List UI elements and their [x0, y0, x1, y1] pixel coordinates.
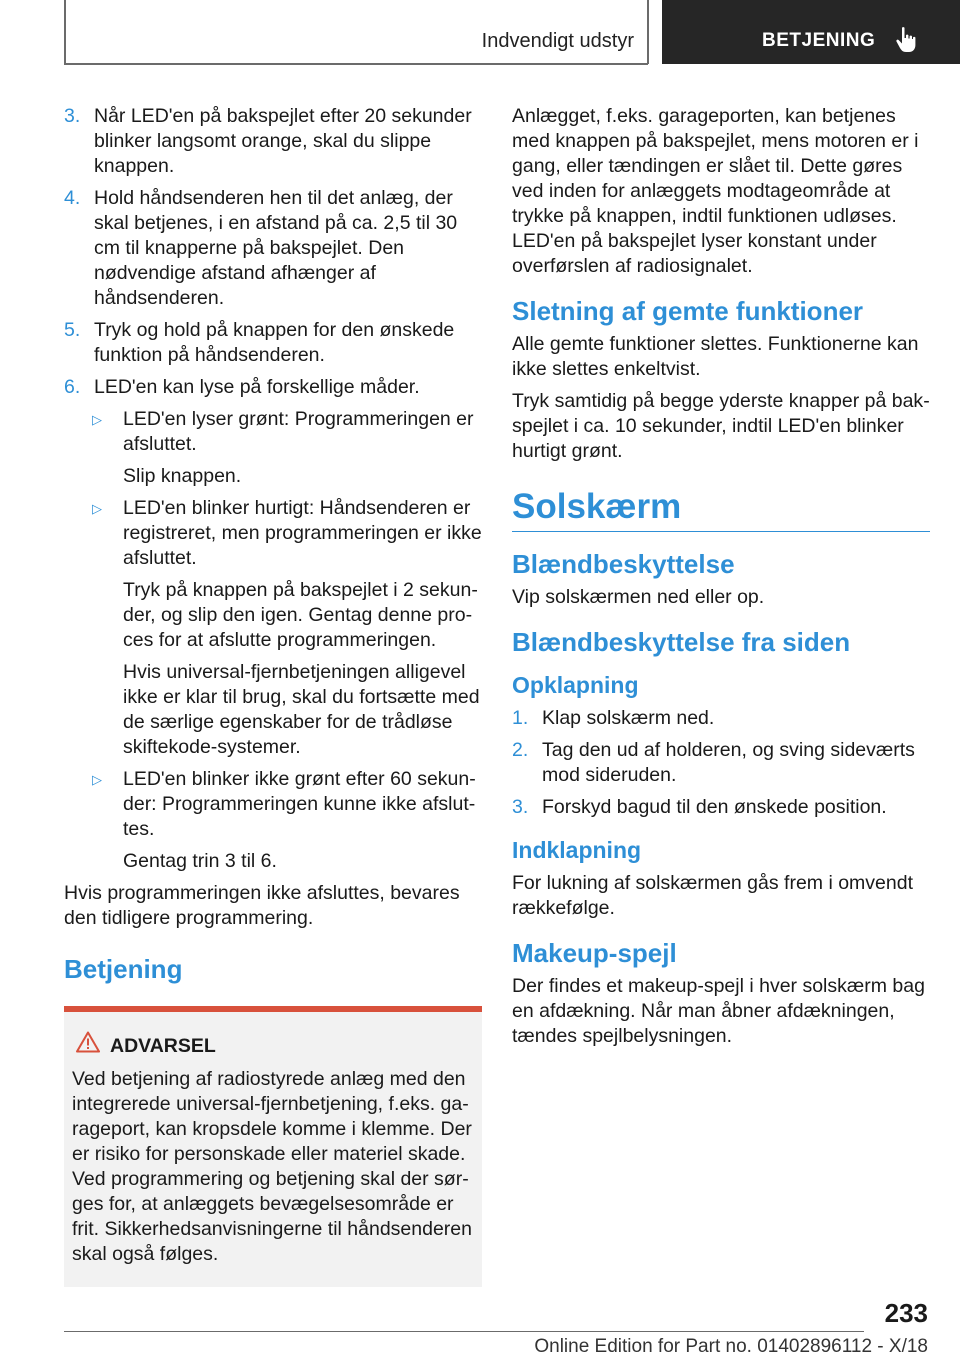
triangle-bullet-icon: ▷ [92, 412, 102, 427]
sub-heading: Opklapning [512, 672, 639, 698]
warning-title: ADVARSEL [110, 1035, 216, 1057]
left-column [64, 104, 482, 1287]
list-text: Klap solskærm ned. [542, 707, 715, 729]
list-item [512, 795, 930, 820]
bullet-text: LED'en blinker ikke grønt efter 60 sekunder: Programmeringen kunne ikke afsluttes. [123, 768, 476, 840]
section-heading: Makeup-spejl [512, 938, 677, 968]
paragraph: Hvis programmeringen ikke afsluttes, bevares den tidligere programmering. [64, 882, 460, 929]
hand-pointer-icon [894, 26, 920, 54]
sub-heading: Indklapning [512, 837, 642, 863]
warning-box [64, 1012, 482, 1287]
list-number: 1. [512, 707, 529, 729]
bullet-item [64, 496, 482, 571]
header-section-title: Indvendigt udstyr [481, 30, 634, 52]
list-item [64, 318, 482, 368]
paragraph: Tryk samtidig på begge yderste knapper på bakspejlet i ca. 10 sekunder, indtil LED'en blinker hurtigt grønt. [512, 390, 930, 462]
list-item [512, 706, 930, 731]
list-number: 5. [64, 319, 81, 341]
list-item [64, 375, 482, 400]
list-number: 2. [512, 739, 529, 761]
header-chapter-tab [662, 0, 960, 64]
chapter-heading: Solskærm [512, 494, 930, 532]
paragraph: Alle gemte funktioner slettes. Funktionerne kan ikke slettes enkeltvist. [512, 333, 919, 380]
section-heading: Blændbeskyttelse fra siden [512, 627, 851, 657]
footer-edition: Online Edition for Part no. 01402896112 - X/18 [534, 1336, 928, 1357]
bullet-subtext: Tryk på knappen på bakspejlet i 2 sekunder, og slip den igen. Gentag denne proces for at afslutte programmeringen. [123, 579, 478, 651]
section-heading: Betjening [64, 954, 183, 984]
section-heading: Blændbeskyttelse [512, 549, 735, 579]
list-item [512, 738, 930, 788]
paragraph: Der findes et makeup-spejl i hver solskærm bag en afdækning. Når man åbner afdækningen, tændes spejlbelysningen. [512, 975, 925, 1047]
paragraph: For lukning af solskærmen gås frem i omvendt rækkefølge. [512, 872, 913, 919]
list-text: Når LED'en på bakspejlet efter 20 sekunder blinker langsomt orange, skal du slippe knappen. [94, 105, 472, 177]
page-number: 233 [884, 1298, 928, 1328]
bullet-subtext: Gentag trin 3 til 6. [123, 850, 277, 872]
triangle-bullet-icon: ▷ [92, 772, 102, 787]
list-number: 4. [64, 187, 81, 209]
bullet-text: LED'en lyser grønt: Programmeringen er afsluttet. [123, 408, 474, 455]
section-heading: Sletning af gemte funktioner [512, 296, 864, 326]
bullet-item [64, 407, 482, 457]
right-column [512, 104, 930, 1056]
header-rule-bottom [64, 63, 648, 65]
footer-rule [64, 1331, 864, 1332]
bullet-subtext: Slip knappen. [123, 465, 242, 487]
triangle-bullet-icon: ▷ [92, 501, 102, 516]
list-item [64, 104, 482, 179]
list-text: Hold håndsenderen hen til det anlæg, der skal betjenes, i en afstand på ca. 2,5 til 30 cm til knapperne på bakspejlet. Den nødvendige afstand afhænger af håndsenderen. [94, 187, 458, 309]
list-text: Forskyd bagud til den ønskede position. [542, 796, 887, 818]
bullet-item [64, 767, 482, 842]
page-header [0, 0, 960, 66]
header-rule-mid [647, 0, 649, 64]
paragraph: Anlægget, f.eks. garageporten, kan betjenes med knappen på bakspejlet, mens motoren er i gang, eller tændingen er slået til. Dette gøres ved inden for anlæggets modtageområde at trykke på knappen, indtil funktionen udløses. LED'en på bakspejlet lyser konstant under overførslen af radiosignalet. [512, 105, 919, 277]
list-number: 3. [64, 105, 81, 127]
header-chapter-title: BETJENING [762, 30, 876, 51]
list-number: 3. [512, 796, 529, 818]
bullet-subtext: Hvis universal-fjernbetjeningen alligevel ikke er klar til brug, skal du fortsætte med de særlige egenskaber for de trådløse skiftekode-systemer. [123, 661, 480, 758]
list-text: LED'en kan lyse på forskellige måder. [94, 376, 420, 398]
paragraph: Vip solskærmen ned eller op. [512, 586, 765, 608]
warning-title-row [72, 1034, 474, 1059]
list-item [64, 186, 482, 311]
warning-triangle-icon [76, 1031, 100, 1053]
list-text: Tryk og hold på knappen for den ønskede funktion på håndsenderen. [94, 319, 455, 366]
list-number: 6. [64, 376, 81, 398]
header-rule-left [64, 0, 66, 64]
bullet-text: LED'en blinker hurtigt: Håndsenderen er registreret, men programmeringen er ikke afsluttet. [123, 497, 482, 569]
list-text: Tag den ud af holderen, og sving sideværts mod sideruden. [542, 739, 915, 786]
warning-text: Ved betjening af radiostyrede anlæg med den integrerede universal-fjernbetjening, f.eks. garageport, kan kropsdele komme i klemme. Der er risiko for personskade eller materiel skade. Ved programmering og betjening skal der sørges for, at anlæggets bevægelsesområde er frit. Sikkerhedsanvisningerne til håndsenderen skal også følges. [72, 1068, 472, 1265]
